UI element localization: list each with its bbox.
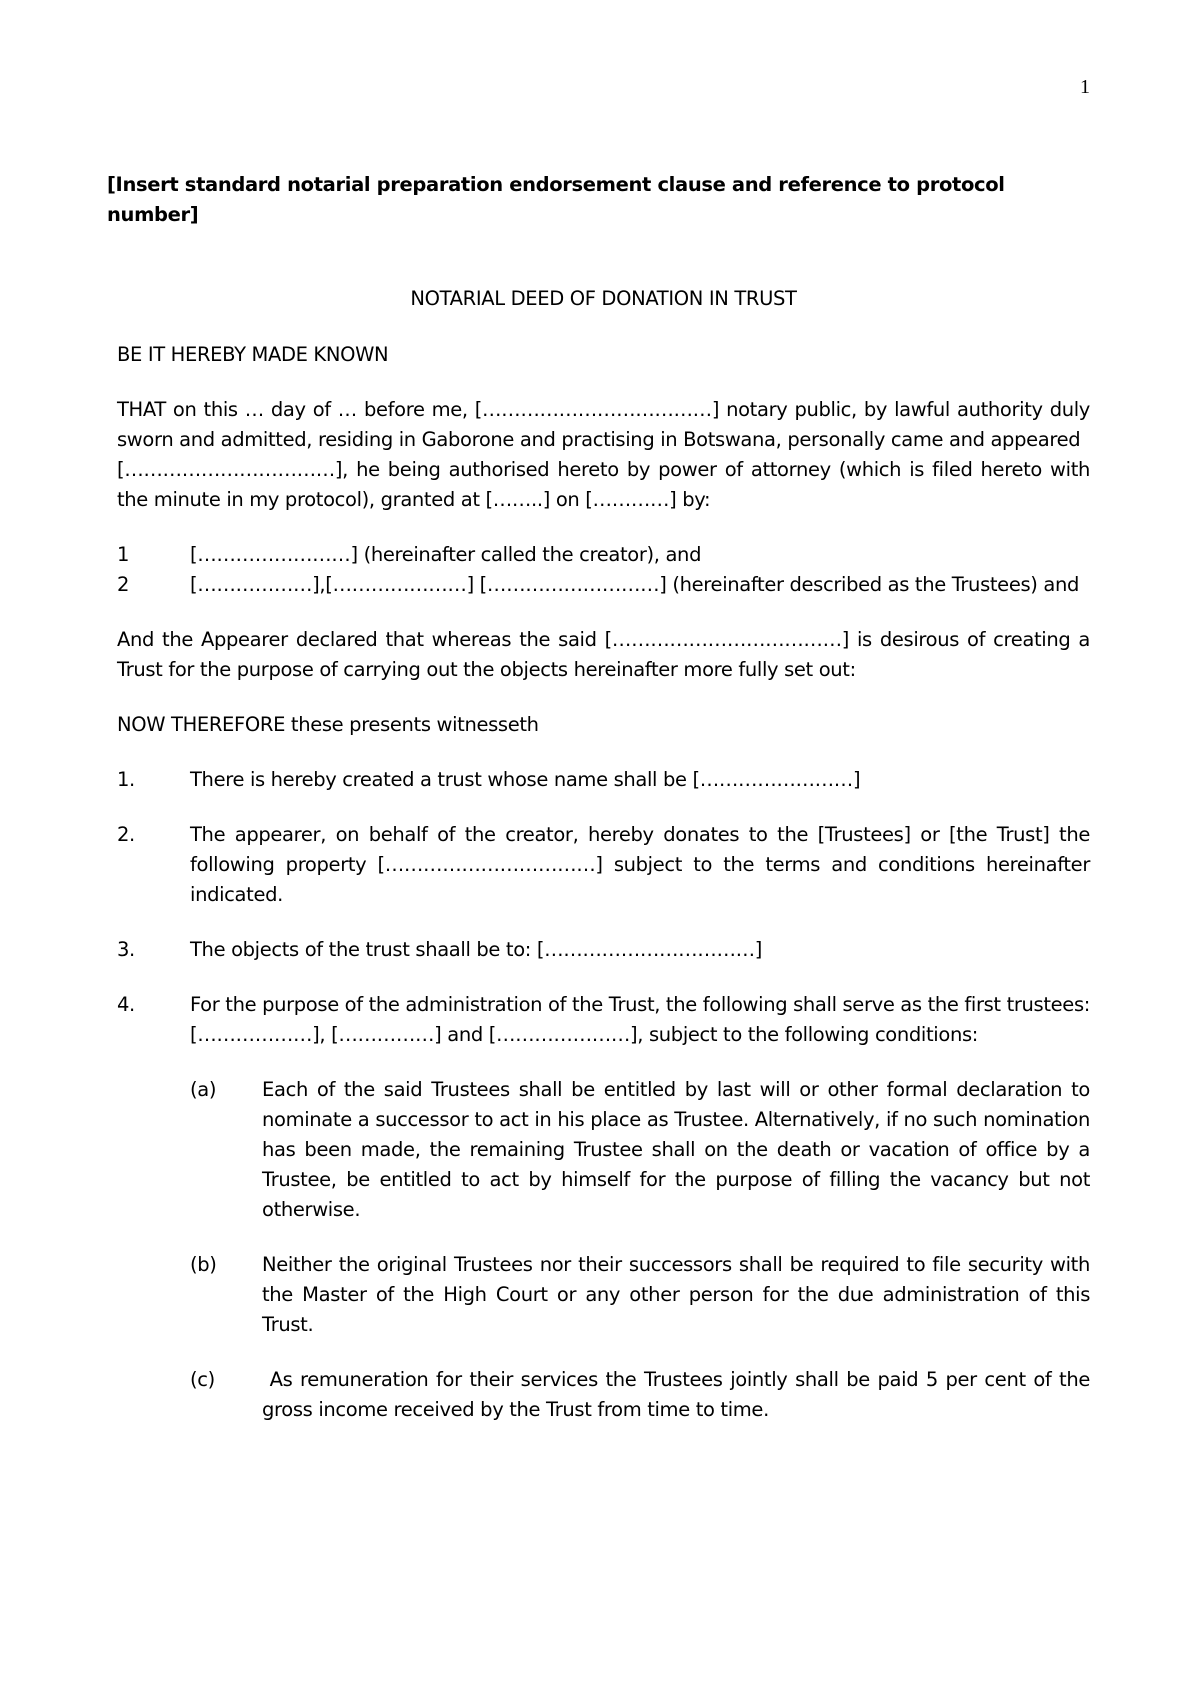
sub-clause-text: Neither the original Trustees nor their successors shall be required to file security with the Master of the High Court or any other person for the due administration of this Trust. [262,1253,1090,1336]
declaration-paragraph: And the Appearer declared that whereas the said [………………………………] is desirous of creating a Trust for the purpose of carrying out the objects hereinafter more fully set out: [117,628,1090,681]
clause-item [117,820,1090,910]
clause-text: The appearer, on behalf of the creator, hereby donates to the [Trustees] or [the Trust] the following property [……………………………] subject to the terms and conditions hereinafter indicated. [190,823,1090,906]
sub-clause-label: (b) [190,1253,217,1276]
parties-list [117,540,1090,600]
clause-text-continued: [………………], [……………] and […………………], subject to the following conditions: [190,1023,978,1046]
sub-clause-item [190,1075,1090,1225]
clause-item [117,990,1090,1050]
clause-number: 4. [117,993,135,1016]
witnesseth-line: NOW THEREFORE these presents witnesseth [117,713,539,736]
document-body [107,170,1096,1425]
sub-clause-label: (a) [190,1078,217,1101]
clause-text: There is hereby created a trust whose name shall be [……………………] [190,768,861,791]
document-title: NOTARIAL DEED OF DONATION IN TRUST [410,287,797,310]
page-number: 1 [1080,76,1090,98]
party-item [117,570,1090,600]
endorsement-note: [Insert standard notarial preparation endorsement clause and reference to protocol number] [107,173,1005,226]
party-text: [………………],[…………………] [………………………] (hereinafter described as the Trustees) and [190,573,1080,596]
clause-item [117,765,1090,795]
party-text: [……………………] (hereinafter called the creator), and [190,543,702,566]
clause-item [117,935,1090,965]
clause-number: 2. [117,823,135,846]
clause-number: 3. [117,938,135,961]
be-it-known: BE IT HEREBY MADE KNOWN [117,343,389,366]
clause-number: 1. [117,768,135,791]
sub-clause-text: Each of the said Trustees shall be entitled by last will or other formal declaration to nominate a successor to act in his place as Trustee. Alternatively, if no such nomination has been made, the remaining Trustee shall on the death or vacation of office by a Trustee, be entitled to act by himself for the purpose of filling the vacancy but not otherwise. [262,1078,1090,1221]
clause-text: For the purpose of the administration of the Trust, the following shall serve as the first trustees: [190,993,1090,1016]
sub-clause-item [190,1250,1090,1340]
party-number: 2 [117,573,130,596]
intro-paragraph-continued: [……………………………], he being authorised hereto by power of attorney (which is filed hereto with the minute in my protocol), granted at [……..] on […………] by: [117,458,1090,511]
party-number: 1 [117,543,130,566]
sub-clause-label: (c) [190,1368,215,1391]
intro-paragraph: THAT on this … day of … before me, [………………………………] notary public, by lawful authority duly sworn and admitted, residing in Gaborone and practising in Botswana, personally came and appeared [117,398,1090,451]
sub-clause-item [190,1365,1096,1425]
party-item [117,540,1090,570]
clause-text: The objects of the trust shaall be to: [……………………………] [190,938,763,961]
sub-clause-text: As remuneration for their services the Trustees jointly shall be paid 5 per cent of the gross income received by the Trust from time to time. [262,1368,1096,1421]
